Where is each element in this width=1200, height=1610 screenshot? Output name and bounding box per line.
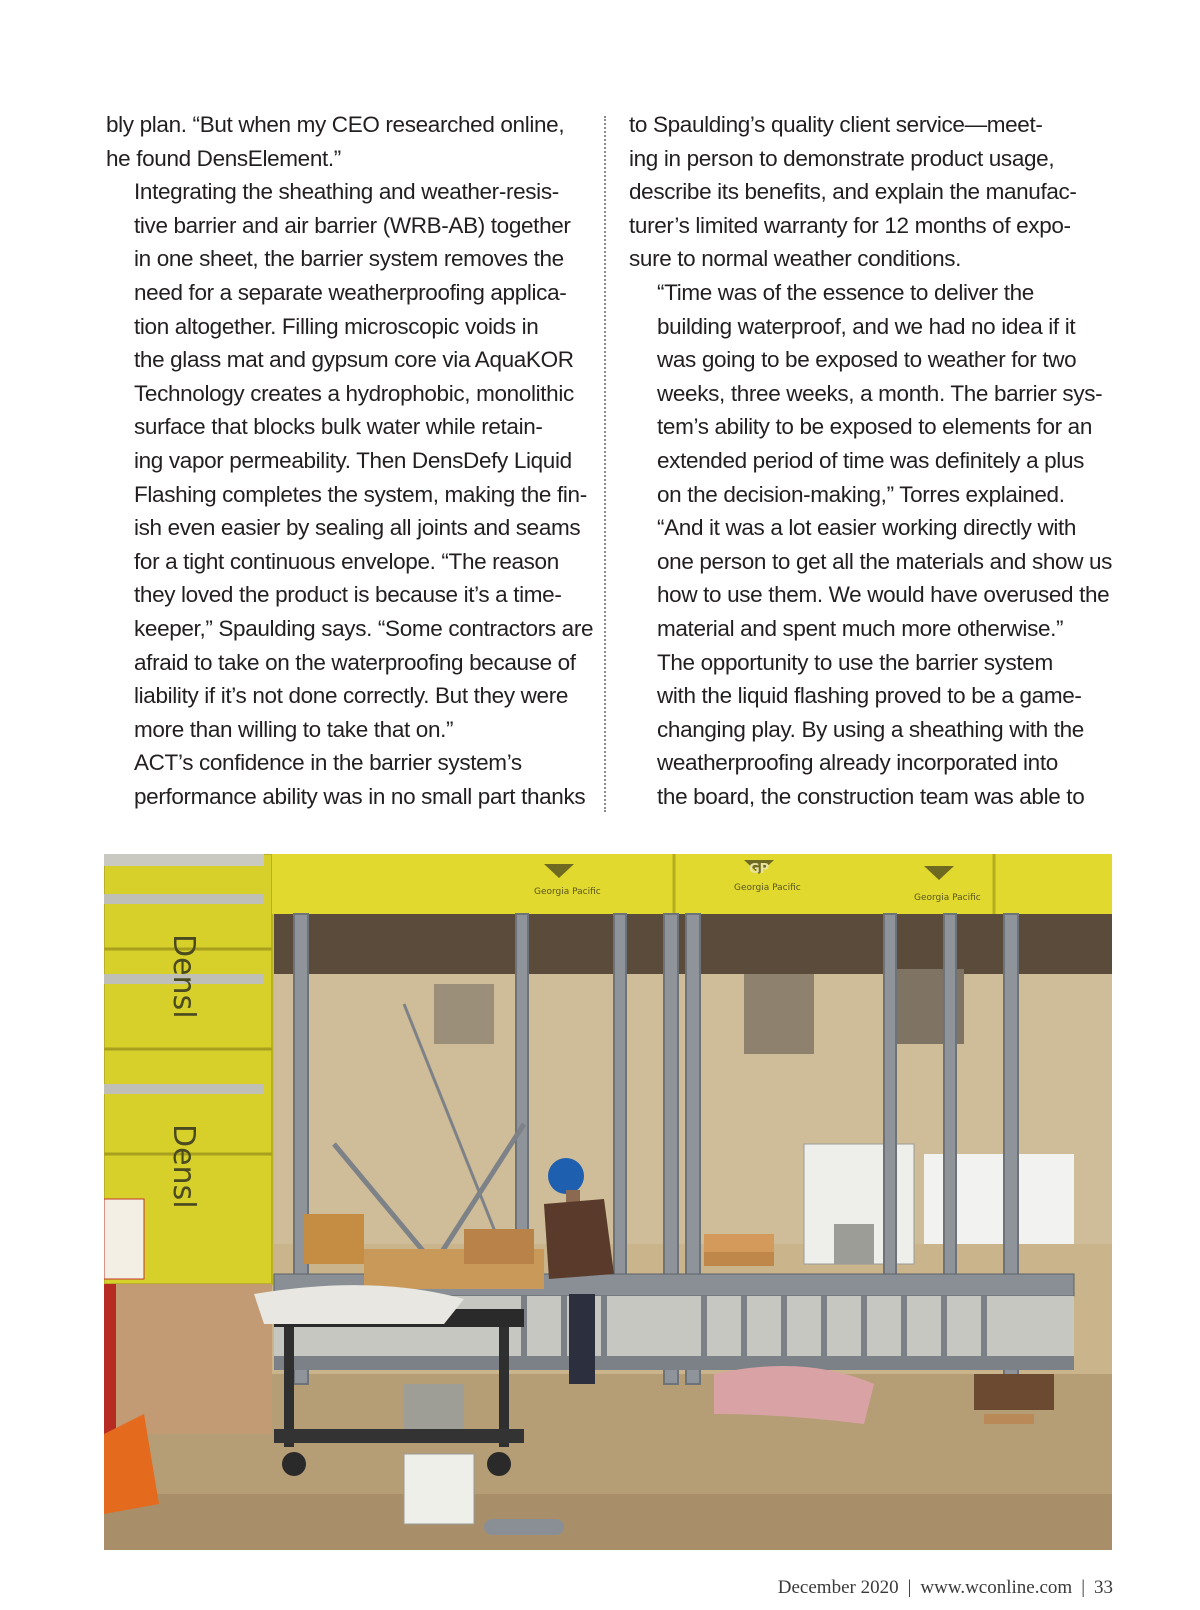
- article-paragraph: [629, 276, 1113, 646]
- text-line: how to use them. We would have overused the: [657, 582, 1110, 608]
- text-line: more than willing to take that on.”: [134, 716, 454, 742]
- article-paragraph: [629, 646, 1101, 814]
- footer-website[interactable]: www.wconline.com: [920, 1577, 1073, 1598]
- text-line: describe its benefits, and explain the manufac-: [629, 179, 1077, 205]
- article-right-column: [629, 108, 1113, 813]
- gp-brand-text-1: Georgia Pacific: [534, 887, 601, 897]
- text-line: afraid to take on the waterproofing because of: [134, 649, 576, 675]
- text-line: in one sheet, the barrier system removes the: [134, 246, 564, 272]
- text-line: material and spent much more otherwise.”: [657, 615, 1064, 641]
- text-line: the board, the construction team was able to: [657, 783, 1085, 809]
- text-line: tion altogether. Filling microscopic voids in: [134, 313, 539, 339]
- text-line: weeks, three weeks, a month. The barrier sys-: [657, 380, 1103, 406]
- worker-hardhat: [548, 1158, 584, 1194]
- text-line: building waterproof, and we had no idea if it: [657, 313, 1076, 339]
- text-line: Technology creates a hydrophobic, monolithic: [134, 380, 574, 406]
- text-line: ing in person to demonstrate product usage,: [629, 145, 1055, 171]
- text-line: Integrating the sheathing and weather-resis-: [134, 179, 559, 205]
- article-paragraph: [629, 108, 1101, 276]
- text-line: they loved the product is because it’s a time-: [134, 582, 562, 608]
- top-sheathing-panels: [272, 854, 1112, 914]
- text-line: with the liquid flashing proved to be a game-: [657, 683, 1082, 709]
- text-line: he found DensElement.”: [106, 145, 341, 171]
- text-line: ACT’s confidence in the barrier system’s: [134, 750, 522, 776]
- article-paragraph: [106, 746, 586, 813]
- text-line: The opportunity to use the barrier system: [657, 649, 1053, 675]
- text-line: changing play. By using a sheathing with the: [657, 716, 1084, 742]
- article-paragraph: [106, 108, 578, 175]
- text-line: tive barrier and air barrier (WRB-AB) together: [134, 212, 571, 238]
- text-line: for a tight continuous envelope. “The reason: [134, 548, 559, 574]
- text-line: one person to get all the materials and show us: [657, 548, 1113, 574]
- text-line: “And it was a lot easier working directly with: [657, 515, 1077, 541]
- bucket: [404, 1454, 474, 1524]
- text-line: Flashing completes the system, making the fin-: [134, 481, 587, 507]
- construction-photo: [104, 854, 1112, 1550]
- svg-text:Densl: Densl: [166, 1124, 201, 1209]
- text-line: “Time was of the essence to deliver the: [657, 279, 1034, 305]
- text-line: on the decision-making,” Torres explained.: [657, 481, 1065, 507]
- text-line: ing vapor permeability. Then DensDefy Liquid: [134, 447, 572, 473]
- footer-page-number: 33: [1094, 1577, 1113, 1598]
- text-line: performance ability was in no small part thanks: [134, 783, 586, 809]
- text-line: sure to normal weather conditions.: [629, 246, 962, 272]
- footer-separator: |: [1081, 1577, 1085, 1598]
- article-paragraph: [106, 175, 594, 746]
- footer-separator: |: [907, 1577, 912, 1598]
- text-line: weatherproofing already incorporated into: [657, 750, 1058, 776]
- gp-logo-text: GP: [749, 862, 770, 877]
- footer-date: December 2020: [777, 1577, 899, 1598]
- gp-brand-text-2: Georgia Pacific: [734, 883, 801, 893]
- svg-text:Densl: Densl: [166, 934, 201, 1019]
- text-line: bly plan. “But when my CEO researched online,: [106, 112, 565, 137]
- text-line: need for a separate weatherproofing applica-: [134, 279, 567, 305]
- text-line: keeper,” Spaulding says. “Some contractors are: [134, 615, 594, 641]
- text-line: the glass mat and gypsum core via AquaKOR: [134, 347, 574, 373]
- text-line: liability if it’s not done correctly. But they were: [134, 683, 569, 709]
- text-line: ish even easier by sealing all joints and seams: [134, 515, 581, 541]
- text-line: surface that blocks bulk water while retain-: [134, 414, 543, 440]
- gp-brand-text-3: Georgia Pacific: [914, 893, 981, 903]
- text-line: was going to be exposed to weather for two: [657, 347, 1077, 373]
- text-line: turer’s limited warranty for 12 months of expo-: [629, 212, 1071, 238]
- page-footer: [778, 1577, 1113, 1599]
- text-line: extended period of time was definitely a plus: [657, 447, 1085, 473]
- text-line: to Spaulding’s quality client service—meet-: [629, 112, 1043, 137]
- text-line: tem’s ability to be exposed to elements for an: [657, 414, 1092, 440]
- column-divider: [604, 116, 606, 812]
- article-left-column: [106, 108, 594, 813]
